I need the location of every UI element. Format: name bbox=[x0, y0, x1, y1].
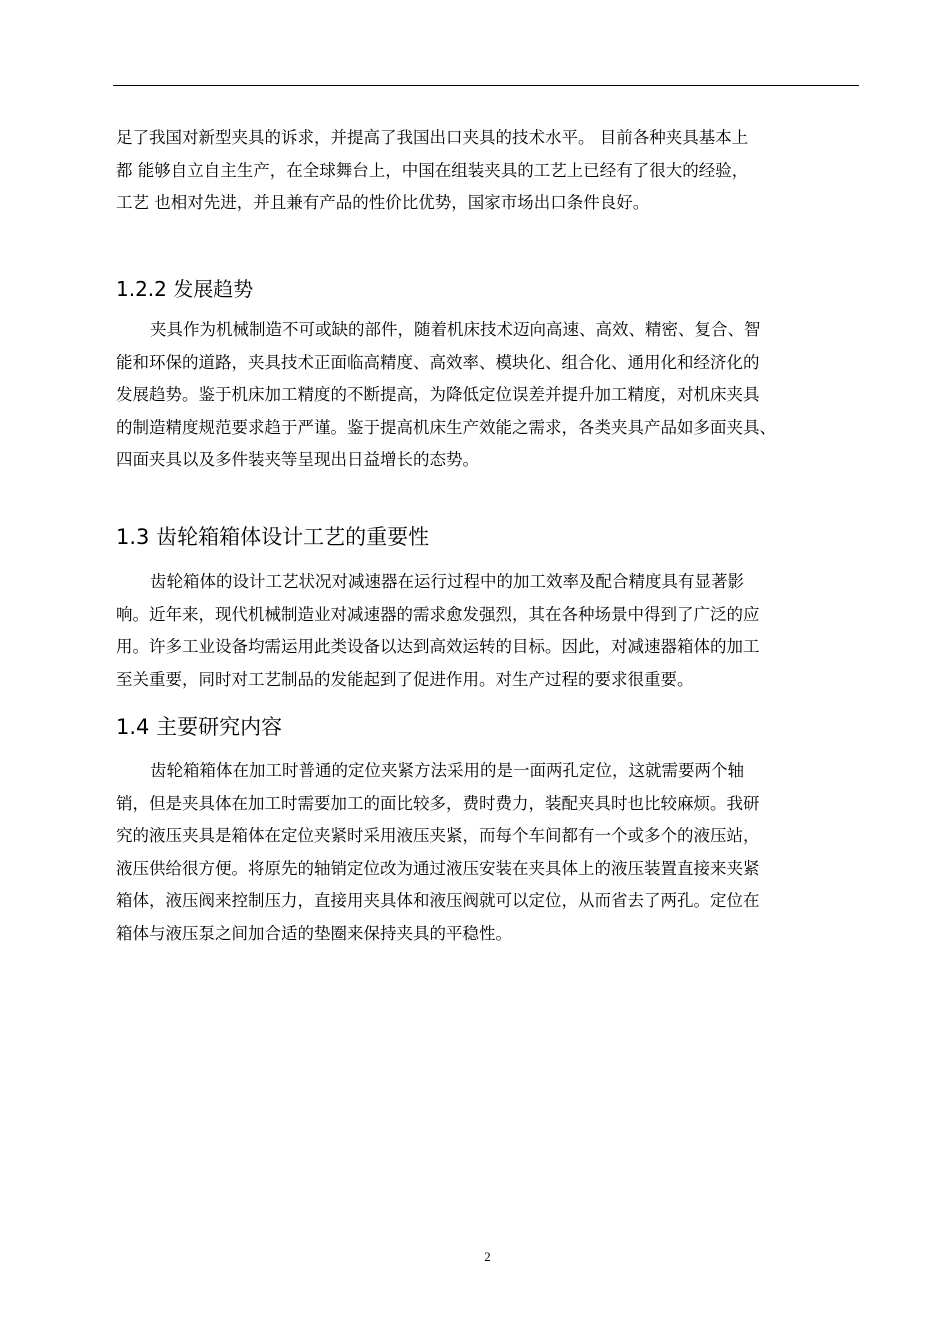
text-line: 用。许多工业设备均需运用此类设备以达到高效运转的目标。因此，对减速器箱体的加工 bbox=[116, 637, 760, 656]
text-line: 工艺 也相对先进，并且兼有产品的性价比优势，国家市场出口条件良好。 bbox=[116, 193, 650, 212]
text-line: 四面夹具以及多件装夹等呈现出日益增长的态势。 bbox=[116, 450, 479, 469]
text-line: 响。近年来，现代机械制造业对减速器的需求愈发强烈，其在各种场景中得到了广泛的应 bbox=[116, 604, 760, 624]
text-line: 箱体与液压泵之间加合适的垫圈来保持夹具的平稳性。 bbox=[116, 923, 512, 943]
heading-1-3: 1.3 齿轮箱箱体设计工艺的重要性 bbox=[116, 525, 430, 549]
heading-1-4: 1.4 主要研究内容 bbox=[116, 715, 283, 739]
paragraph-1-3 bbox=[116, 566, 862, 696]
heading-1-2-2: 1.2.2 发展趋势 bbox=[116, 277, 254, 301]
text-line: 的制造精度规范要求趋于严谨。鉴于提高机床生产效能之需求，各类夹具产品如多面夹具、 bbox=[116, 417, 776, 437]
page-number: 2 bbox=[484, 1249, 491, 1264]
text-line: 发展趋势。鉴于机床加工精度的不断提高，为降低定位误差并提升加工精度，对机床夹具 bbox=[116, 385, 760, 404]
text-line: 液压供给很方便。将原先的轴销定位改为通过液压安装在夹具体上的液压装置直接来夹紧 bbox=[116, 858, 760, 878]
header-rule bbox=[113, 85, 859, 86]
text-line: 都 能够自立自主生产，在全球舞台上，中国在组装夹具的工艺上已经有了很大的经验， bbox=[116, 160, 749, 180]
text-line: 究的液压夹具是箱体在定位夹紧时采用液压夹紧，而每个车间都有一个或多个的液压站， bbox=[116, 826, 760, 845]
text-line: 箱体，液压阀来控制压力，直接用夹具体和液压阀就可以定位，从而省去了两孔。定位在 bbox=[116, 891, 760, 910]
text-line: 齿轮箱箱体在加工时普通的定位夹紧方法采用的是一面两孔定位，这就需要两个轴 bbox=[150, 761, 744, 780]
text-line: 能和环保的道路，夹具技术正面临高精度、高效率、模块化、组合化、通用化和经济化的 bbox=[116, 352, 760, 372]
text-line: 销，但是夹具体在加工时需要加工的面比较多，费时费力，装配夹具时也比较麻烦。我研 bbox=[116, 793, 760, 813]
text-line: 齿轮箱体的设计工艺状况对减速器在运行过程中的加工效率及配合精度具有显著影 bbox=[150, 572, 744, 591]
text-line: 足了我国对新型夹具的诉求，并提高了我国出口夹具的技术水平。 目前各种夹具基本上 bbox=[116, 128, 749, 147]
text-line: 夹具作为机械制造不可或缺的部件，随着机床技术迈向高速、高效、精密、复合、智 bbox=[150, 320, 761, 339]
continuation-paragraph bbox=[116, 122, 862, 220]
text-line: 至关重要，同时对工艺制品的发能起到了促进作用。对生产过程的要求很重要。 bbox=[116, 669, 694, 689]
paragraph-1-2-2 bbox=[116, 314, 862, 477]
paragraph-1-4 bbox=[116, 755, 862, 950]
